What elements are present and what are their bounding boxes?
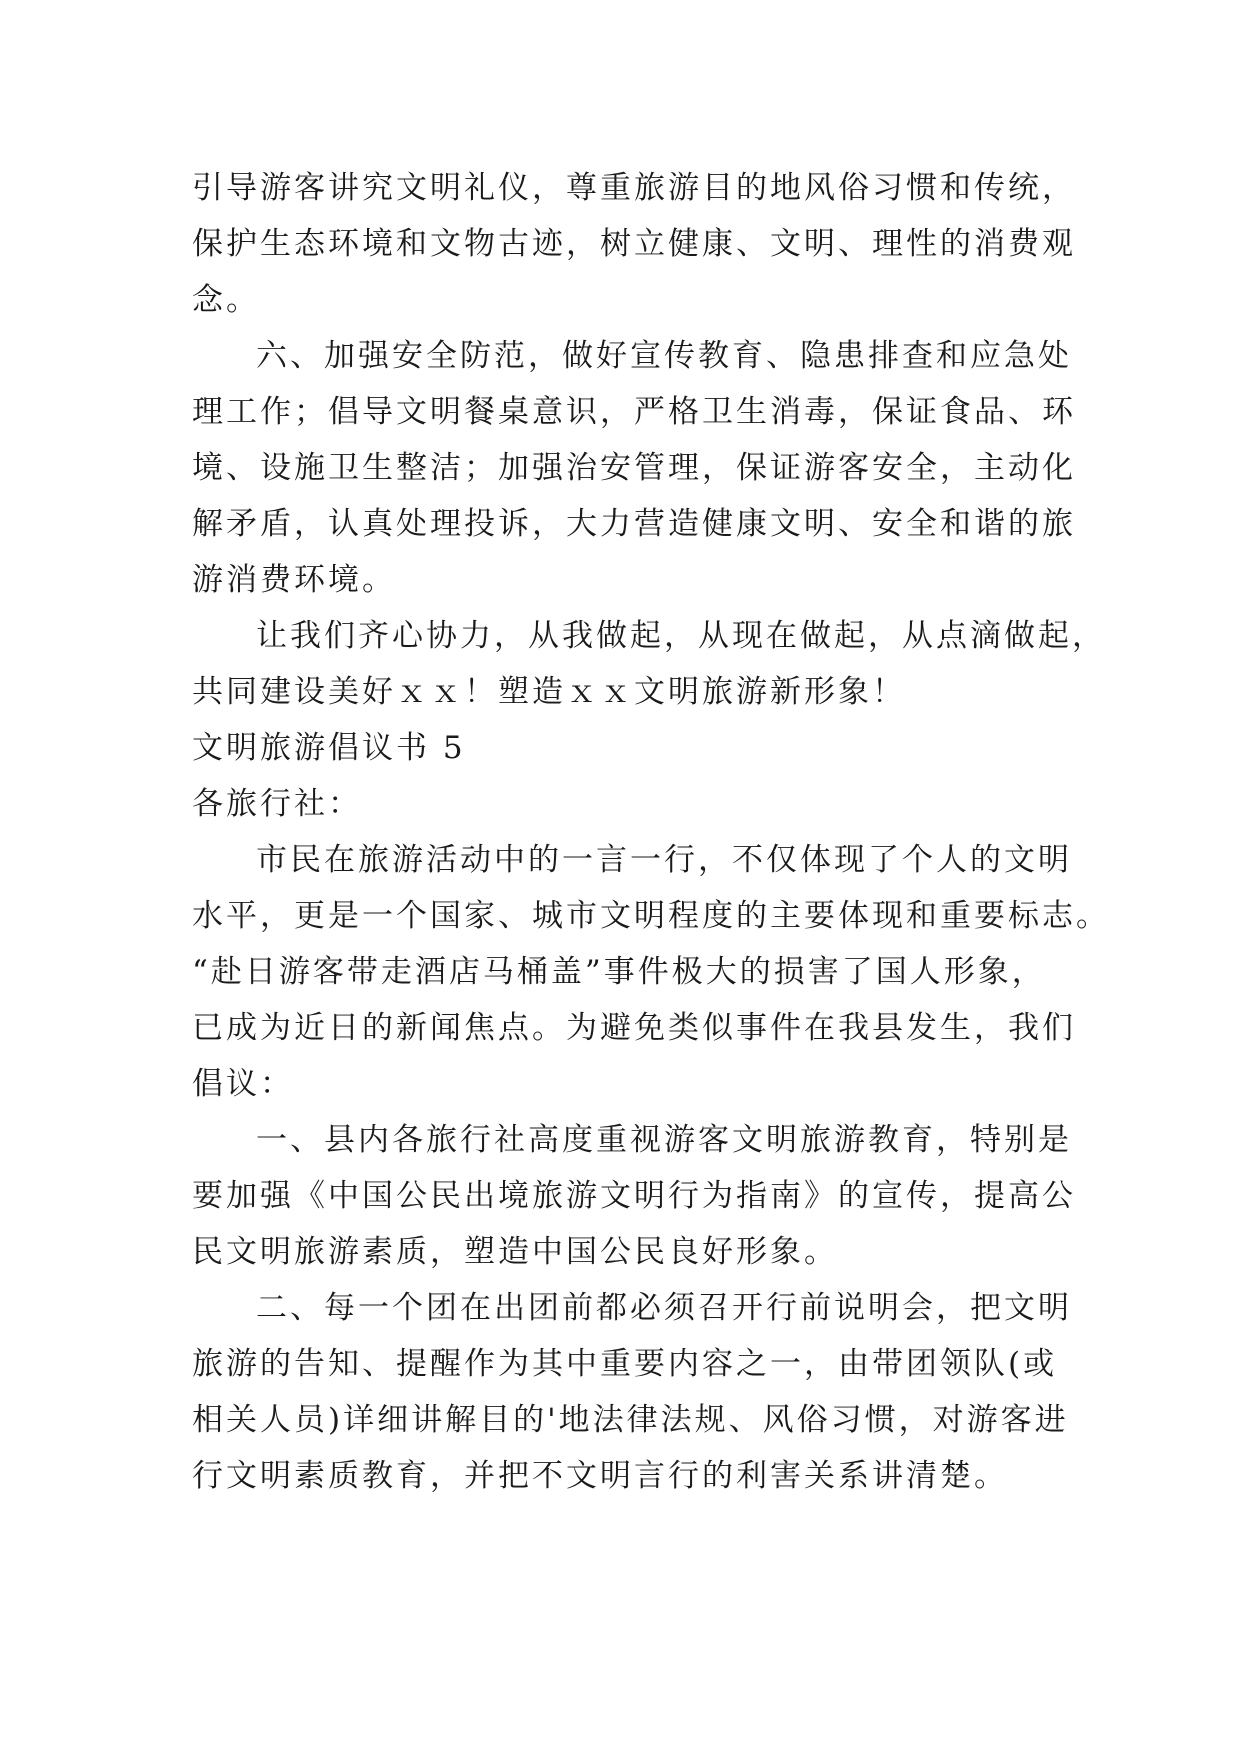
text-line: 已成为近日的新闻焦点。为避免类似事件在我县发生，我们 <box>192 1010 1076 1046</box>
text-line: 游消费环境。 <box>192 562 396 598</box>
text-line: 相关人员)详细讲解目的'地法律法规、风俗习惯，对游客进 <box>192 1402 1069 1438</box>
text-line: 倡议： <box>192 1066 294 1102</box>
text-line: 旅游的告知、提醒作为其中重要内容之一，由带团领队(或 <box>192 1346 1058 1382</box>
text-line: 引导游客讲究文明礼仪，尊重旅游目的地风俗习惯和传统， <box>192 170 1076 206</box>
text-line: 念。 <box>192 282 260 318</box>
section-title: 文明旅游倡议书 5 <box>192 730 466 766</box>
text-line: 解矛盾，认真处理投诉，大力营造健康文明、安全和谐的旅 <box>192 506 1076 542</box>
salutation: 各旅行社： <box>192 786 362 822</box>
document-page <box>192 160 1110 1504</box>
paragraph-start-line: 二、每一个团在出团前都必须召开行前说明会，把文明 <box>256 1290 1072 1326</box>
text-line: 水平，更是一个国家、城市文明程度的主要体现和重要标志。 <box>192 898 1110 934</box>
paragraph-start-line: 一、县内各旅行社高度重视游客文明旅游教育，特别是 <box>256 1122 1072 1158</box>
paragraph-start-line: 六、加强安全防范，做好宣传教育、隐患排查和应急处 <box>256 338 1072 374</box>
paragraph-start-line: 市民在旅游活动中的一言一行，不仅体现了个人的文明 <box>256 842 1072 878</box>
text-line: “赴日游客带走酒店马桶盖”事件极大的损害了国人形象， <box>192 954 1046 990</box>
text-line: 共同建设美好ｘｘ！塑造ｘｘ文明旅游新形象！ <box>192 674 906 710</box>
text-line: 要加强《中国公民出境旅游文明行为指南》的宣传，提高公 <box>192 1178 1076 1214</box>
text-line: 民文明旅游素质，塑造中国公民良好形象。 <box>192 1234 838 1270</box>
text-line: 保护生态环境和文物古迹，树立健康、文明、理性的消费观 <box>192 226 1076 262</box>
text-line: 境、设施卫生整洁；加强治安管理，保证游客安全，主动化 <box>192 450 1076 486</box>
paragraph-start-line: 让我们齐心协力，从我做起，从现在做起，从点滴做起， <box>256 618 1106 654</box>
text-line: 理工作；倡导文明餐桌意识，严格卫生消毒，保证食品、环 <box>192 394 1076 430</box>
text-line: 行文明素质教育，并把不文明言行的利害关系讲清楚。 <box>192 1458 1008 1494</box>
